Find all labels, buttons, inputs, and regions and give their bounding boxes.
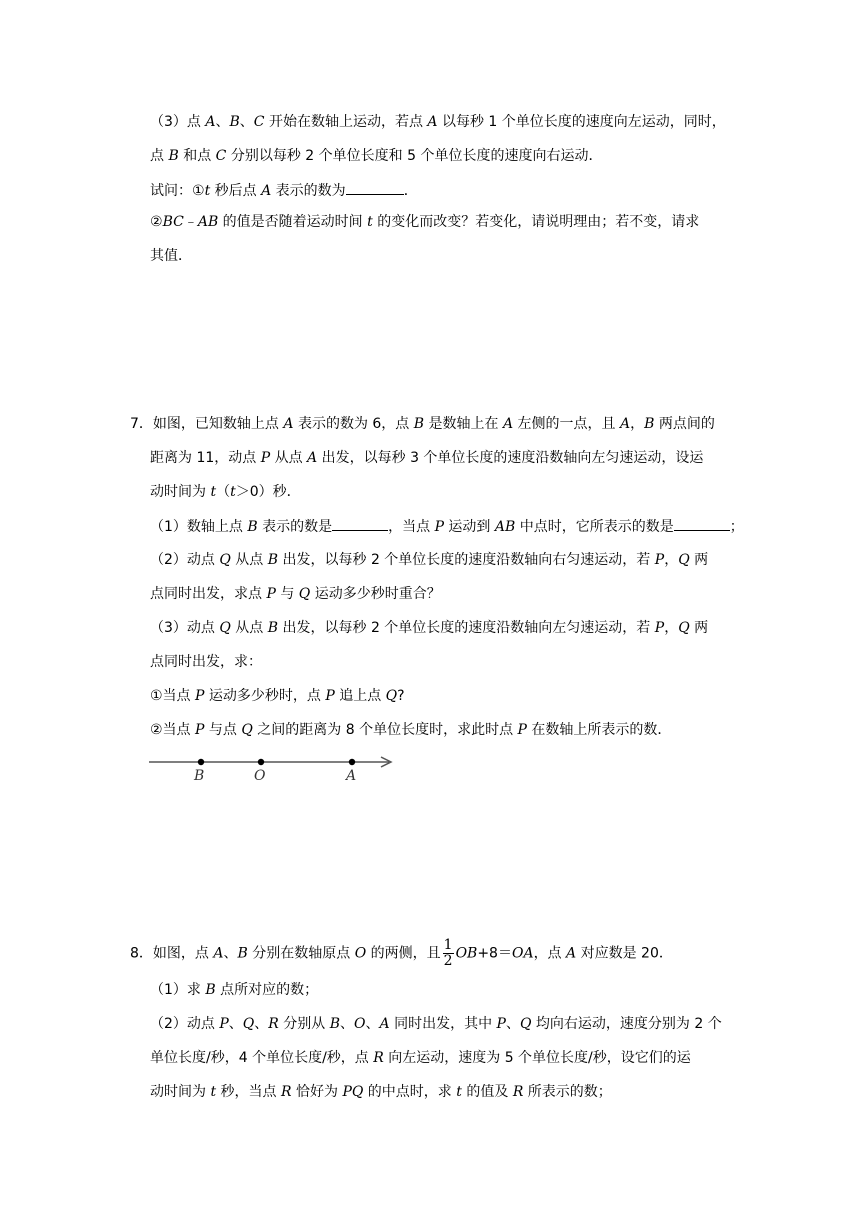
number-line-figure bbox=[145, 750, 405, 786]
text: 均向右运动，速度分别为 2 个 bbox=[531, 1016, 722, 1032]
q6-sub2-line1 bbox=[150, 212, 699, 232]
text: 两 bbox=[689, 620, 709, 636]
text: 同时出发，其中 bbox=[389, 1016, 497, 1032]
var-P: P bbox=[266, 586, 276, 602]
var-A: A bbox=[620, 416, 631, 432]
var-P: P bbox=[325, 688, 335, 704]
text: 秒后点 bbox=[210, 183, 262, 199]
q7-line1 bbox=[130, 414, 715, 434]
text: ； bbox=[729, 519, 744, 535]
var-A: A bbox=[213, 945, 224, 962]
text: 如图，已知数轴上点 bbox=[152, 416, 284, 432]
text: 试问：① bbox=[150, 183, 205, 199]
var-R: R bbox=[281, 1084, 292, 1100]
text: 出发，以每秒 2 个单位长度的速度沿数轴向右匀速运动，若 bbox=[278, 552, 655, 568]
var-B: B bbox=[205, 982, 216, 998]
var-B: B bbox=[247, 519, 258, 535]
answer-blank bbox=[346, 180, 404, 195]
var-OA: OA bbox=[511, 945, 534, 962]
var-R: R bbox=[268, 1016, 279, 1032]
text: 的变化而改变？若变化，请说明理由；若不变，请求 bbox=[372, 214, 700, 230]
text: 动时间为 bbox=[150, 484, 211, 500]
text: 以每秒 1 个单位长度的速度向左运动，同时， bbox=[437, 114, 726, 130]
text: ，当点 bbox=[388, 519, 435, 535]
text: 的值及 bbox=[461, 1084, 513, 1100]
var-A: A bbox=[283, 416, 294, 432]
text: 单位长度/秒，4 个单位长度/秒，点 bbox=[150, 1050, 374, 1066]
text: 的中点时，求 bbox=[363, 1084, 457, 1100]
text: 、 bbox=[365, 1016, 380, 1032]
text: 追上点 bbox=[334, 688, 386, 704]
text: （2）动点 bbox=[150, 1016, 220, 1032]
point-O-dot bbox=[258, 759, 264, 765]
var-Q: Q bbox=[219, 552, 231, 568]
text: 、 bbox=[254, 1016, 269, 1032]
var-P: P bbox=[195, 688, 205, 704]
var-Q: Q bbox=[298, 586, 311, 602]
text: 点同时出发，求： bbox=[150, 654, 262, 670]
text: ． bbox=[403, 183, 418, 199]
text: ， bbox=[630, 416, 645, 432]
q8-part2-line2 bbox=[150, 1048, 691, 1068]
text: 之间的距离为 8 个单位长度时，求此时点 bbox=[252, 722, 518, 738]
q6-ask-line bbox=[150, 180, 418, 201]
text: 秒，当点 bbox=[216, 1084, 281, 1100]
text: 出发，以每秒 2 个单位长度的速度沿数轴向左匀速运动，若 bbox=[278, 620, 655, 636]
text: 的值是否随着运动时间 bbox=[218, 214, 368, 230]
q6-sub2-line2 bbox=[150, 246, 192, 266]
var-Q: Q bbox=[385, 688, 398, 704]
q7-line3 bbox=[150, 482, 301, 502]
var-PQ: PQ bbox=[342, 1084, 364, 1100]
var-A: A bbox=[379, 1016, 390, 1032]
text: 、 bbox=[340, 1016, 355, 1032]
text: 出发，以每秒 3 个单位长度的速度沿数轴向左匀速运动，设运 bbox=[317, 450, 704, 466]
var-t: t bbox=[367, 214, 373, 230]
q7-sub2 bbox=[150, 720, 671, 740]
var-P: P bbox=[195, 722, 205, 738]
var-C: C bbox=[215, 148, 227, 164]
text: ﹣ bbox=[183, 214, 198, 230]
text: 所表示的数； bbox=[523, 1084, 612, 1100]
q8-line1 bbox=[130, 938, 673, 969]
text: 分别在数轴原点 bbox=[247, 945, 355, 962]
var-B: B bbox=[237, 945, 248, 962]
text: 与点 bbox=[204, 722, 242, 738]
q7-part3-line2 bbox=[150, 652, 262, 672]
text: ②当点 bbox=[150, 722, 196, 738]
fraction-one-half bbox=[443, 938, 454, 969]
text: 、 bbox=[228, 1016, 243, 1032]
text: 左侧的一点，且 bbox=[513, 416, 620, 432]
q7-part1 bbox=[150, 516, 744, 537]
var-Q: Q bbox=[241, 722, 253, 738]
var-Q: Q bbox=[219, 620, 231, 636]
var-P: P bbox=[219, 1016, 229, 1032]
label-B: B bbox=[194, 768, 205, 784]
text: 是数轴上在 bbox=[424, 416, 503, 432]
var-A: A bbox=[502, 416, 514, 432]
text: 点所对应的数； bbox=[215, 982, 319, 998]
point-A-dot bbox=[349, 759, 355, 765]
question-number: 7． bbox=[130, 416, 153, 432]
var-t: t bbox=[210, 1084, 217, 1100]
text: 从点 bbox=[270, 450, 308, 466]
text: 点 bbox=[150, 148, 169, 164]
text: （ bbox=[216, 484, 231, 500]
text: 距离为 11，动点 bbox=[150, 450, 261, 466]
answer-blank bbox=[674, 516, 730, 531]
var-P: P bbox=[434, 519, 444, 535]
var-P: P bbox=[654, 552, 665, 568]
var-A: A bbox=[427, 114, 438, 130]
var-B: B bbox=[329, 1016, 341, 1032]
text: 运动到 bbox=[443, 519, 495, 535]
text: ? bbox=[397, 688, 405, 704]
fraction-numerator: 1 bbox=[443, 937, 453, 953]
text: 分别以每秒 2 个单位长度和 5 个单位长度的速度向右运动． bbox=[226, 148, 603, 164]
var-OB: OB bbox=[455, 945, 478, 962]
text: ， bbox=[664, 552, 679, 568]
text: +8＝ bbox=[477, 945, 512, 962]
text: （3）动点 bbox=[150, 620, 220, 636]
text: （1）求 bbox=[150, 982, 206, 998]
var-Q: Q bbox=[678, 552, 690, 568]
text: （3）点 bbox=[150, 114, 206, 130]
text: 其值． bbox=[150, 248, 192, 264]
fraction-denominator: 2 bbox=[443, 953, 453, 969]
text: 从点 bbox=[230, 620, 268, 636]
answer-blank bbox=[332, 516, 388, 531]
var-Q: Q bbox=[242, 1016, 255, 1032]
var-R: R bbox=[373, 1050, 384, 1066]
text: 两点间的 bbox=[654, 416, 715, 432]
text: 表示的数为 6，点 bbox=[293, 416, 414, 432]
var-P: P bbox=[260, 450, 271, 466]
var-R: R bbox=[512, 1084, 524, 1100]
text: 分别从 bbox=[278, 1016, 330, 1032]
text: 开始在数轴上运动，若点 bbox=[264, 114, 428, 130]
q7-part2-line2 bbox=[150, 584, 441, 604]
text: 、 bbox=[505, 1016, 520, 1032]
var-A: A bbox=[205, 114, 216, 130]
var-B: B bbox=[229, 114, 240, 130]
var-B: B bbox=[267, 620, 279, 636]
text: 表示的数是 bbox=[257, 519, 333, 535]
text: 、 bbox=[215, 114, 230, 130]
var-B: B bbox=[267, 552, 279, 568]
text: 运动多少秒时重合？ bbox=[310, 586, 441, 602]
text: 如图，点 bbox=[152, 945, 214, 962]
var-AB: AB bbox=[197, 214, 219, 230]
var-A: A bbox=[566, 945, 577, 962]
text: 、 bbox=[239, 114, 254, 130]
var-t: t bbox=[230, 484, 236, 500]
label-A: A bbox=[346, 768, 357, 784]
var-t: t bbox=[456, 1084, 462, 1100]
q7-line2 bbox=[150, 448, 703, 468]
text: 的两侧，且 bbox=[366, 945, 441, 962]
var-P: P bbox=[654, 620, 665, 636]
text: 向左运动，速度为 5 个单位长度/秒，设它们的运 bbox=[383, 1050, 691, 1066]
text: 、 bbox=[223, 945, 238, 962]
var-Q: Q bbox=[678, 620, 690, 636]
var-C: C bbox=[253, 114, 265, 130]
text: ② bbox=[150, 214, 163, 230]
text: 恰好为 bbox=[291, 1084, 343, 1100]
var-BC: BC bbox=[162, 214, 184, 230]
q7-part3-line1 bbox=[150, 618, 708, 638]
q8-part2-line1 bbox=[150, 1014, 722, 1034]
text: （1）数轴上点 bbox=[150, 519, 248, 535]
question-number: 8． bbox=[130, 945, 153, 962]
text: 在数轴上所表示的数． bbox=[526, 722, 672, 738]
var-A: A bbox=[261, 183, 272, 199]
text: 表示的数为 bbox=[271, 183, 346, 199]
text: 对应数是 20． bbox=[576, 945, 673, 962]
var-t: t bbox=[210, 484, 217, 500]
var-A: A bbox=[307, 450, 318, 466]
var-P: P bbox=[496, 1016, 506, 1032]
text: ， bbox=[664, 620, 679, 636]
var-O: O bbox=[354, 1016, 366, 1032]
var-P: P bbox=[517, 722, 527, 738]
text: 两 bbox=[689, 552, 709, 568]
text: 中点时，它所表示的数是 bbox=[515, 519, 674, 535]
text: ①当点 bbox=[150, 688, 196, 704]
text: ，点 bbox=[533, 945, 567, 962]
var-O: O bbox=[354, 945, 367, 962]
text: ＞0）秒． bbox=[235, 484, 301, 500]
q6-part3-line2 bbox=[150, 146, 602, 166]
q8-part1 bbox=[150, 980, 318, 1000]
text: 运动多少秒时，点 bbox=[204, 688, 326, 704]
text: 动时间为 bbox=[150, 1084, 211, 1100]
var-t: t bbox=[204, 183, 211, 199]
q7-part2-line1 bbox=[150, 550, 708, 570]
text: （2）动点 bbox=[150, 552, 220, 568]
point-B-dot bbox=[198, 759, 204, 765]
var-B: B bbox=[413, 416, 425, 432]
var-AB: AB bbox=[494, 519, 516, 535]
var-B: B bbox=[644, 416, 655, 432]
text: 和点 bbox=[178, 148, 216, 164]
q7-sub1 bbox=[150, 686, 405, 706]
text: 与 bbox=[275, 586, 299, 602]
var-B: B bbox=[168, 148, 179, 164]
text: 点同时出发，求点 bbox=[150, 586, 267, 602]
text: 从点 bbox=[230, 552, 268, 568]
q8-part2-line3 bbox=[150, 1082, 612, 1102]
label-O: O bbox=[254, 768, 266, 784]
q6-part3-line1 bbox=[150, 112, 726, 132]
var-Q: Q bbox=[519, 1016, 532, 1032]
